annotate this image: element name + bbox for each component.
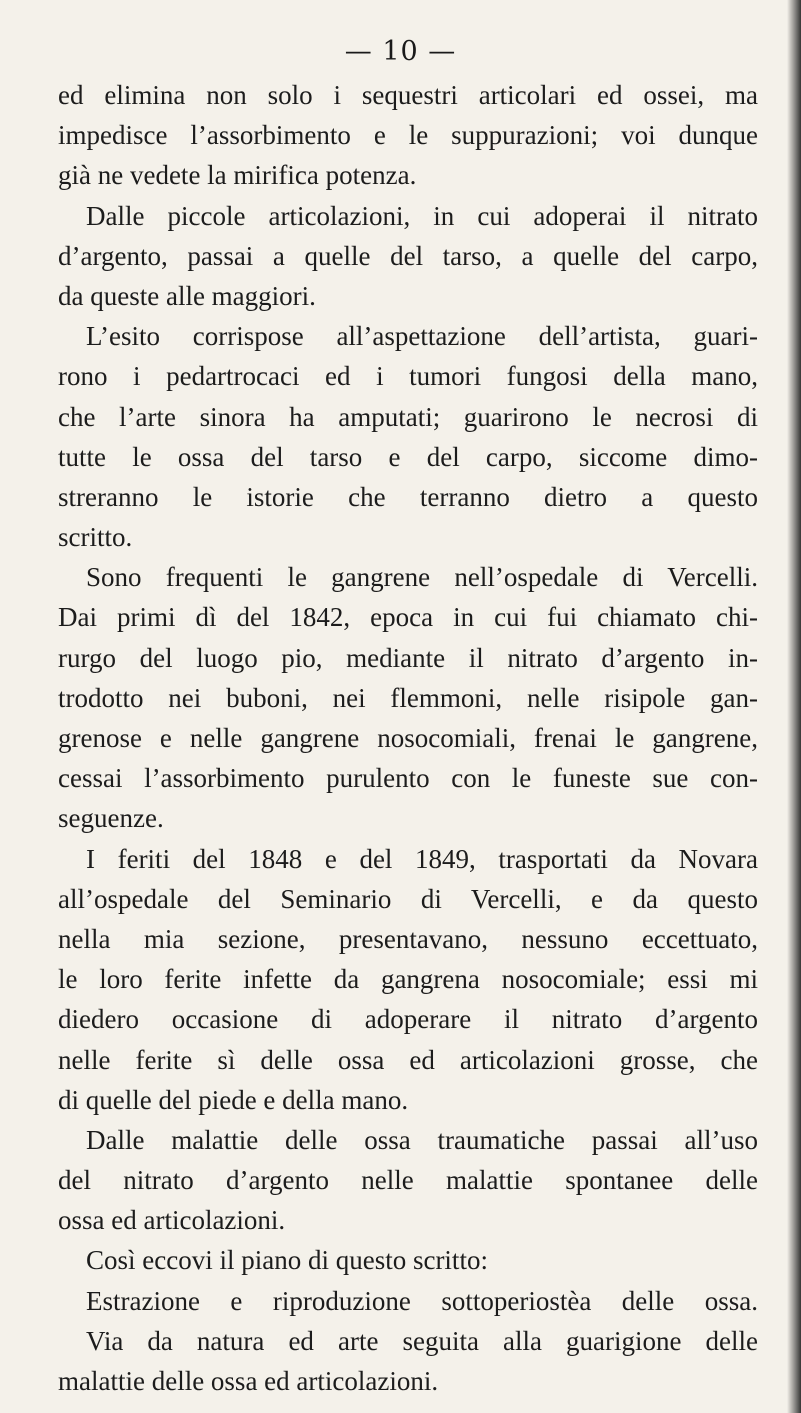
text-line: Dai primi dì del 1842, epoca in cui fui chiamato chi- bbox=[58, 602, 758, 633]
text-line: del nitrato d’argento nelle malattie spontanee delle bbox=[58, 1165, 758, 1196]
text-line: malattie delle ossa ed articolazioni. bbox=[58, 1366, 439, 1396]
text-line: di quelle del piede e della mano. bbox=[58, 1084, 409, 1115]
page-edge-shadow bbox=[787, 0, 801, 1413]
text-line: ossa ed articolazioni. bbox=[58, 1205, 286, 1236]
text-line: streranno le istorie che terranno dietro a questo bbox=[58, 481, 758, 512]
body-text bbox=[58, 75, 758, 1401]
text-line: nelle ferite sì delle ossa ed articolazioni grosse, che bbox=[58, 1044, 758, 1075]
text-line: Così eccovi il piano di questo scritto: bbox=[86, 1245, 488, 1276]
text-line: ed elimina non solo i sequestri articolari ed ossei, ma bbox=[58, 80, 758, 110]
page-number: — 10 — bbox=[344, 36, 457, 67]
text-line: Estrazione e riproduzione sottoperiostèa delle ossa. bbox=[86, 1285, 758, 1316]
text-line: d’argento, passai a quelle del tarso, a quelle del carpo, bbox=[58, 240, 758, 271]
text-line: già ne vedete la mirifica potenza. bbox=[58, 160, 417, 191]
text-line: all’ospedale del Seminario di Vercelli, e da questo bbox=[58, 883, 758, 914]
text-line: diedero occasione di adoperare il nitrato d’argento bbox=[58, 1004, 758, 1035]
text-line: tutte le ossa del tarso e del carpo, siccome dimo- bbox=[58, 441, 758, 472]
text-line: cessai l’assorbimento purulento con le funeste sue con- bbox=[58, 763, 758, 794]
text-line: seguenze. bbox=[58, 803, 164, 834]
text-line: Dalle piccole articolazioni, in cui adoperai il nitrato bbox=[86, 200, 758, 231]
text-line: Sono frequenti le gangrene nell’ospedale di Vercelli. bbox=[86, 562, 758, 593]
text-line: rono i pedartrocaci ed i tumori fungosi della mano, bbox=[58, 361, 758, 392]
text-line: scritto. bbox=[58, 522, 133, 553]
text-line: le loro ferite infette da gangrena nosocomiale; essi mi bbox=[58, 964, 758, 995]
text-line: rurgo del luogo pio, mediante il nitrato d’argento in- bbox=[58, 642, 758, 673]
text-line: L’esito corrispose all’aspettazione dell’artista, guari- bbox=[86, 321, 758, 352]
text-line: nella mia sezione, presentavano, nessuno eccettuato, bbox=[58, 923, 758, 954]
text-line: grenose e nelle gangrene nosocomiali, frenai le gangrene, bbox=[58, 723, 758, 753]
text-line: impedisce l’assorbimento e le suppurazioni; voi dunque bbox=[58, 120, 758, 151]
text-line: che l’arte sinora ha amputati; guarirono le necrosi di bbox=[58, 401, 758, 432]
text-line: Dalle malattie delle ossa traumatiche passai all’uso bbox=[86, 1124, 758, 1155]
text-line: trodotto nei buboni, nei flemmoni, nelle risipole gan- bbox=[58, 682, 758, 713]
text-line: Via da natura ed arte seguita alla guarigione delle bbox=[86, 1325, 758, 1356]
text-line: I feriti del 1848 e del 1849, trasportati da Novara bbox=[86, 843, 758, 874]
text-line: da queste alle maggiori. bbox=[58, 280, 316, 311]
